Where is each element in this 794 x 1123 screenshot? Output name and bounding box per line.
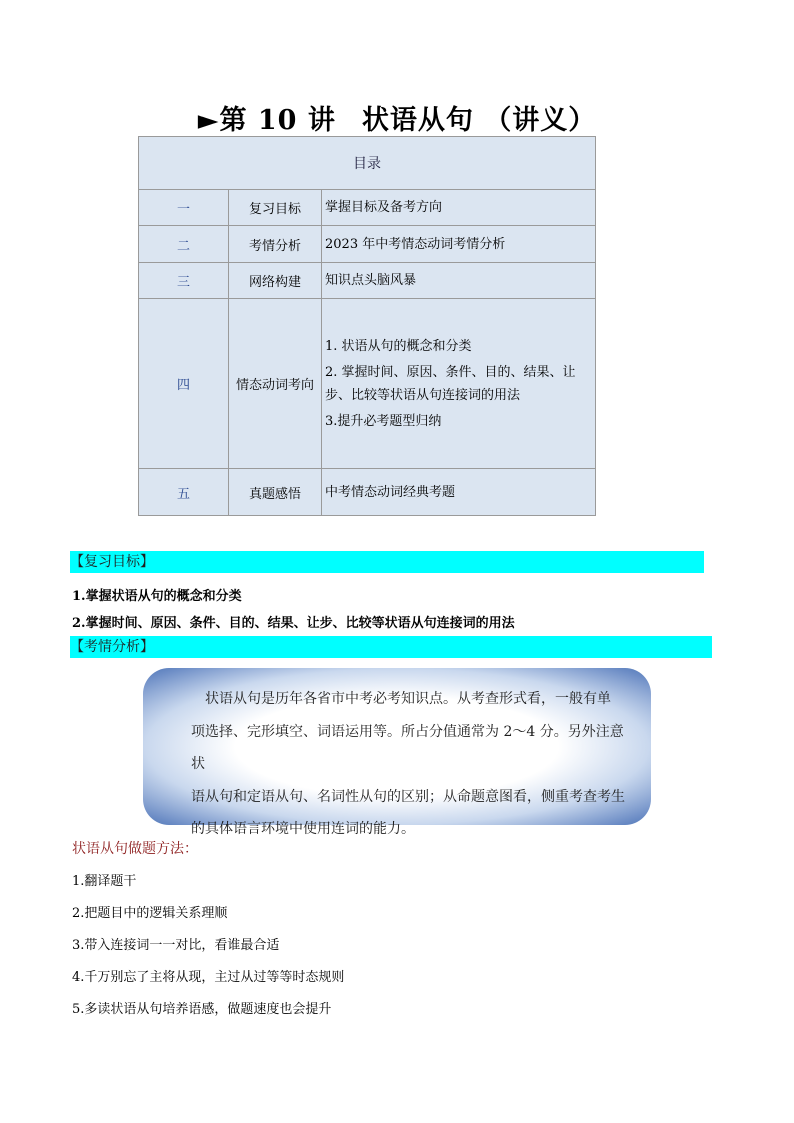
lecture-number: 第 10 讲: [219, 105, 336, 136]
method-steps: [72, 873, 344, 1033]
toc-header: 目录: [139, 137, 596, 190]
toc-desc: 2023 年中考情态动词考情分析: [322, 226, 596, 263]
list-item: 5.多读状语从句培养语感，做题速度也会提升: [72, 1002, 332, 1017]
list-item: 2.把题目中的逻辑关系理顺: [72, 906, 228, 921]
toc-desc: 知识点头脑风暴: [322, 263, 596, 299]
toc-num: 三: [139, 263, 229, 299]
toc-category: 情态动词考向: [229, 299, 322, 469]
toc-row: [139, 226, 596, 263]
toc-category: 考情分析: [229, 226, 322, 263]
callout-line: 语从句和定语从句、名词性从句的区别；从命题意图看，侧重考查考生: [191, 788, 625, 805]
toc-category: 复习目标: [229, 190, 322, 226]
triangle-bullet-icon: ►: [197, 105, 220, 136]
callout-line: 的具体语言环境中使用连词的能力。: [191, 821, 415, 837]
toc-num: 一: [139, 190, 229, 226]
analysis-callout: [143, 668, 651, 837]
toc-category: 网络构建: [229, 263, 322, 299]
section-bar-goals: 【复习目标】: [70, 551, 704, 573]
toc-row: [139, 263, 596, 299]
toc-row: [139, 469, 596, 516]
list-item: 3.带入连接词一一对比，看谁最合适: [72, 938, 280, 953]
goal-item: 2.掌握时间、原因、条件、目的、结果、让步、比较等状语从句连接词的用法: [72, 616, 515, 631]
callout-line: 状语从句是历年各省市中考必考知识点。从考查形式看，一般有单: [205, 691, 611, 707]
toc-table: [138, 136, 596, 516]
toc-desc: 中考情态动词经典考题: [322, 469, 596, 516]
toc-num: 二: [139, 226, 229, 263]
toc-row: [139, 190, 596, 226]
toc-num: 四: [139, 299, 229, 469]
callout-line: 项选择、完形填空、词语运用等。所占分值通常为 2～4 分。另外注意状: [191, 723, 624, 772]
toc-row: [139, 299, 596, 469]
goal-item: 1.掌握状语从句的概念和分类: [72, 589, 242, 604]
list-item: 4.千万别忘了主将从现，主过从过等等时态规则: [72, 970, 345, 985]
toc-desc: 掌握目标及备考方向: [322, 190, 596, 226]
lecture-topic: 状语从句 （讲义）: [361, 105, 597, 136]
page-title: [0, 98, 794, 137]
list-item: 1.翻译题干: [72, 874, 137, 889]
toc-num: 五: [139, 469, 229, 516]
toc-category: 真题感悟: [229, 469, 322, 516]
method-title: 状语从句做题方法：: [72, 841, 198, 857]
section-bar-analysis: 【考情分析】: [70, 636, 712, 658]
toc-desc: 1. 状语从句的概念和分类 2. 掌握时间、原因、条件、目的、结果、让步、比较等状语从句连接词的用法 3.提升必考题型归纳: [322, 299, 596, 469]
